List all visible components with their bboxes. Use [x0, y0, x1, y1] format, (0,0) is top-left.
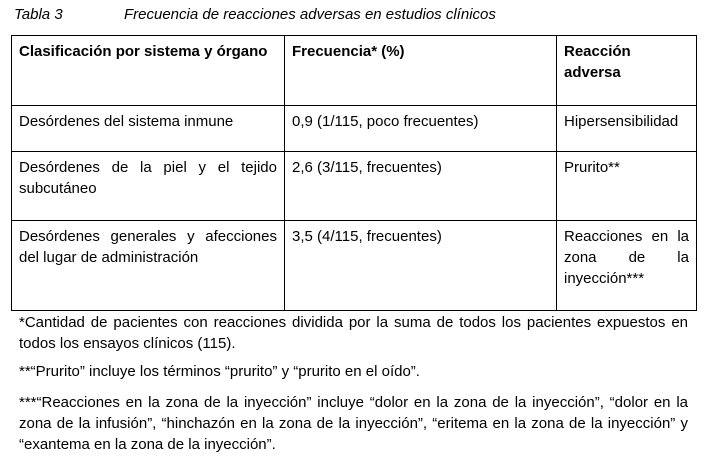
footnote-pruritus: [19, 361, 688, 382]
table-row: [12, 152, 697, 221]
cell-system: Desórdenes de la piel y el tejido subcutáneo: [12, 152, 285, 221]
header-adverse-reaction: Reacción adversa: [557, 36, 697, 106]
table-row: [12, 106, 697, 152]
footnote-3-text: ***“Reacciones en la zona de la inyección” incluye “dolor en la zona de la inyección”, “dolor en la zona de la infusión”, “hinchazón en la zona de la inyección”, “eritema en la zona de la inyección” y “exantema en la zona de la inyección”.: [19, 394, 688, 453]
cell-frequency: 3,5 (4/115, frecuentes): [285, 221, 557, 311]
footnote-1-text: *Cantidad de pacientes con reacciones dividida por la suma de todos los pacientes expuestos en todos los ensayos clínicos (115).: [19, 314, 688, 352]
table-caption: [14, 6, 496, 24]
header-system-organ-class: Clasificación por sistema y órgano: [12, 36, 285, 106]
cell-frequency: 2,6 (3/115, frecuentes): [285, 152, 557, 221]
table-row: [12, 221, 697, 311]
cell-system: Desórdenes generales y afecciones del lugar de administración: [12, 221, 285, 311]
table-number: Tabla 3: [14, 6, 63, 23]
cell-reaction: Hipersensibilidad: [557, 106, 697, 152]
adverse-reactions-table: [11, 35, 697, 311]
cell-system: Desórdenes del sistema inmune: [12, 106, 285, 152]
cell-reaction: Reacciones en la zona de la inyección***: [557, 221, 697, 311]
table-header-row: [12, 36, 697, 106]
header-frequency: Frecuencia* (%): [285, 36, 557, 106]
cell-frequency: 0,9 (1/115, poco frecuentes): [285, 106, 557, 152]
footnote-2-text: **“Prurito” incluye los términos “prurito” y “prurito en el oído”.: [19, 363, 420, 380]
footnote-frequency: [19, 312, 688, 354]
footnote-injection-site: [19, 392, 688, 455]
table-title: Frecuencia de reacciones adversas en estudios clínicos: [124, 6, 496, 23]
cell-reaction: Prurito**: [557, 152, 697, 221]
